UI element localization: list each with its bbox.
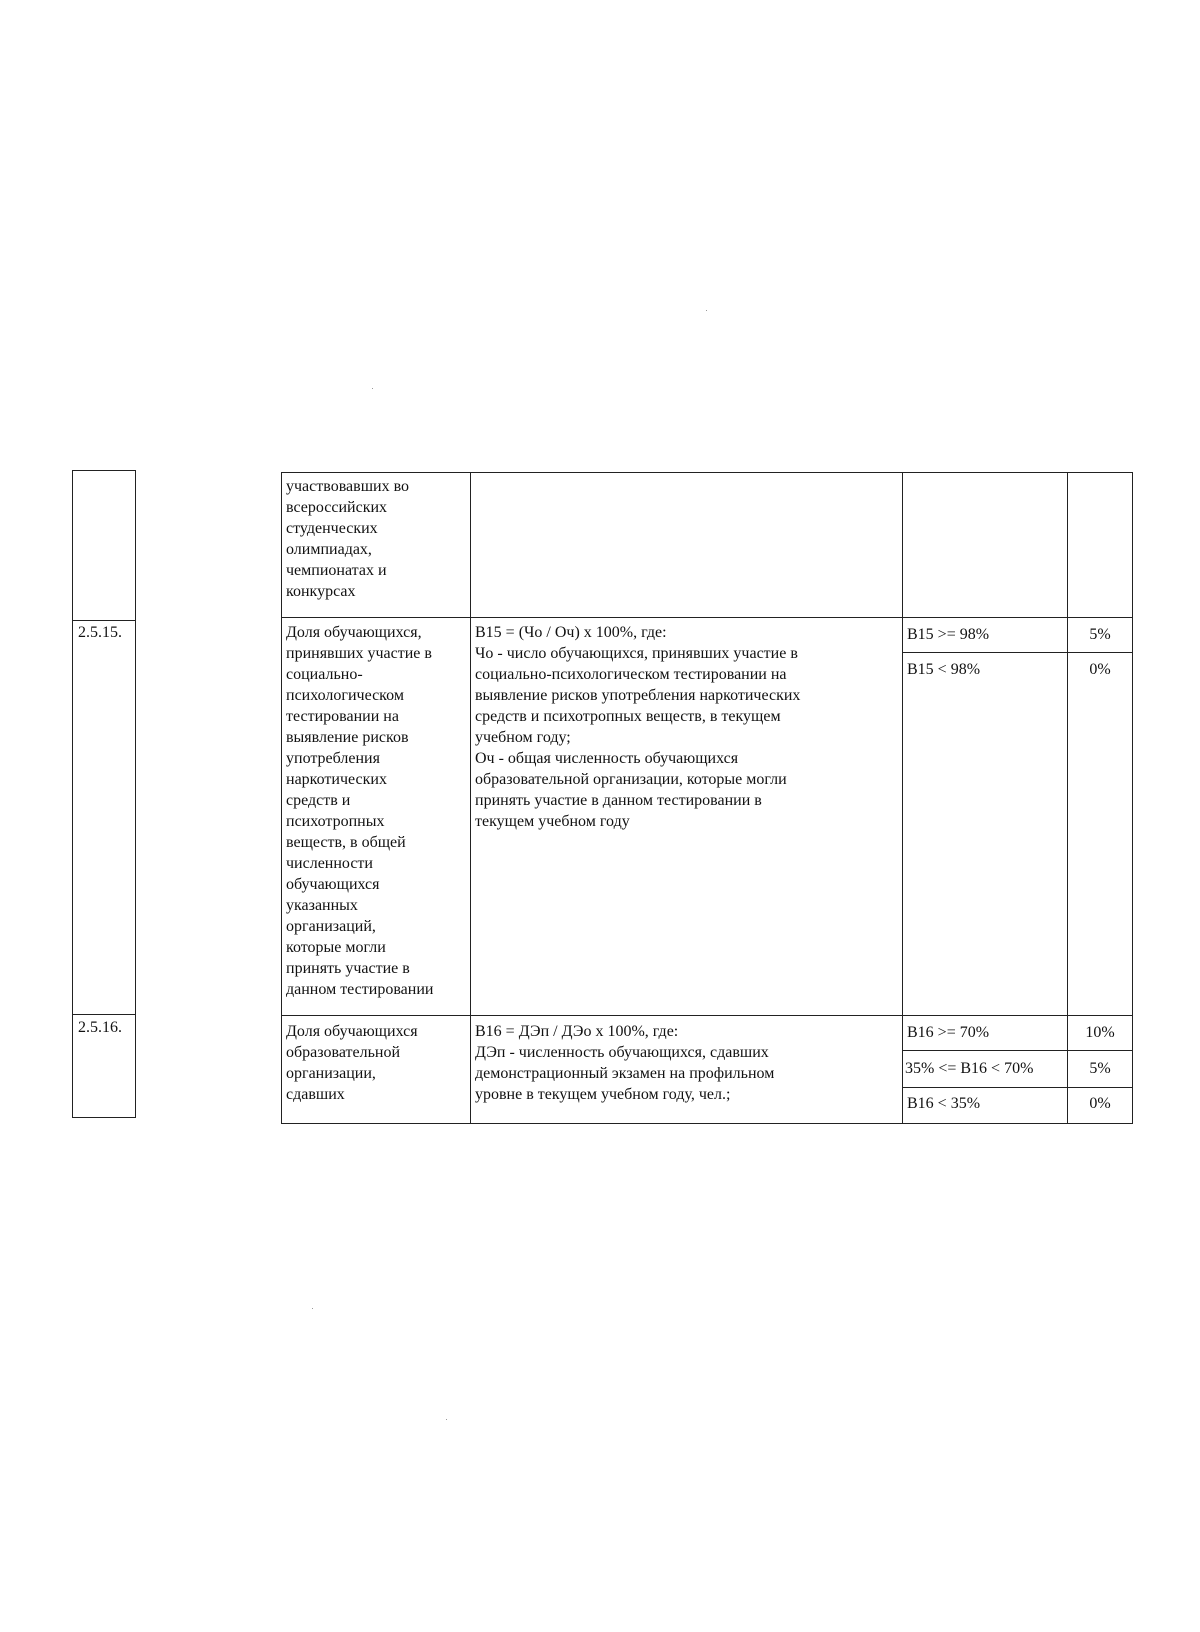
criteria-score-2-5-16-c: 0% xyxy=(1089,1095,1111,1112)
col-divider-indicator-formula xyxy=(470,472,471,1124)
scan-speck xyxy=(446,1419,447,1420)
criteria-divider-2-5-16-b xyxy=(902,1087,1133,1088)
formula-text-2-5-15: В15 = (Чо / Оч) х 100%, где: Чо - число обучающихся, принявших участие в социально-психологическом тестировании на выявление рисков употребления наркотических средств и психотропных веществ, в текущем учебном году; Оч - общая численность обучающихся образовательной организации, которые могли принять участие в данном тестировании в текущем учебном году xyxy=(475,624,801,830)
scan-speck xyxy=(706,310,707,311)
criteria-condition-2-5-15-a: В15 >= 98% xyxy=(907,626,990,643)
criteria-condition-2-5-16-a: В16 >= 70% xyxy=(907,1024,990,1041)
scan-speck xyxy=(372,388,373,389)
indicator-text-2-5-15: Доля обучающихся, принявших участие в социально- психологическом тестировании на выявление рисков употребления наркотических средств и психотропных веществ, в общей численности обучающихся указанных организаций, которые могли принять участие в данном тестировании xyxy=(286,624,434,998)
criteria-score-2-5-16-a: 10% xyxy=(1085,1024,1115,1041)
indicator-text-continued: участвовавших во всероссийских студенческих олимпиадах, чемпионатах и конкурсах xyxy=(286,478,410,600)
criteria-condition-2-5-16-b: 35% <= В16 < 70% xyxy=(905,1060,1034,1077)
number-column-divider-2 xyxy=(72,1014,136,1015)
criteria-score-2-5-15-b: 0% xyxy=(1089,661,1111,678)
criteria-divider-2-5-16-a xyxy=(902,1050,1133,1051)
col-divider-formula-criteria xyxy=(902,472,903,1124)
criteria-score-2-5-16-b: 5% xyxy=(1089,1060,1111,1077)
row-divider-1 xyxy=(281,617,1133,618)
number-column-divider-1 xyxy=(72,620,136,621)
row-number-2-5-16: 2.5.16. xyxy=(78,1019,122,1036)
row-divider-2 xyxy=(281,1015,1133,1016)
criteria-score-2-5-15-a: 5% xyxy=(1089,626,1111,643)
criteria-divider-2-5-15 xyxy=(902,652,1133,653)
formula-text-2-5-16: В16 = ДЭп / ДЭо х 100%, где: ДЭп - численность обучающихся, сдавших демонстрационный экзамен на профильном уровне в текущем учебном году, чел.; xyxy=(475,1023,775,1103)
scan-speck xyxy=(312,1308,313,1309)
criteria-condition-2-5-15-b: В15 < 98% xyxy=(907,661,981,678)
criteria-condition-2-5-16-c: В16 < 35% xyxy=(907,1095,981,1112)
indicator-text-2-5-16: Доля обучающихся образовательной организации, сдавших xyxy=(286,1023,418,1103)
row-number-2-5-15: 2.5.15. xyxy=(78,624,122,641)
